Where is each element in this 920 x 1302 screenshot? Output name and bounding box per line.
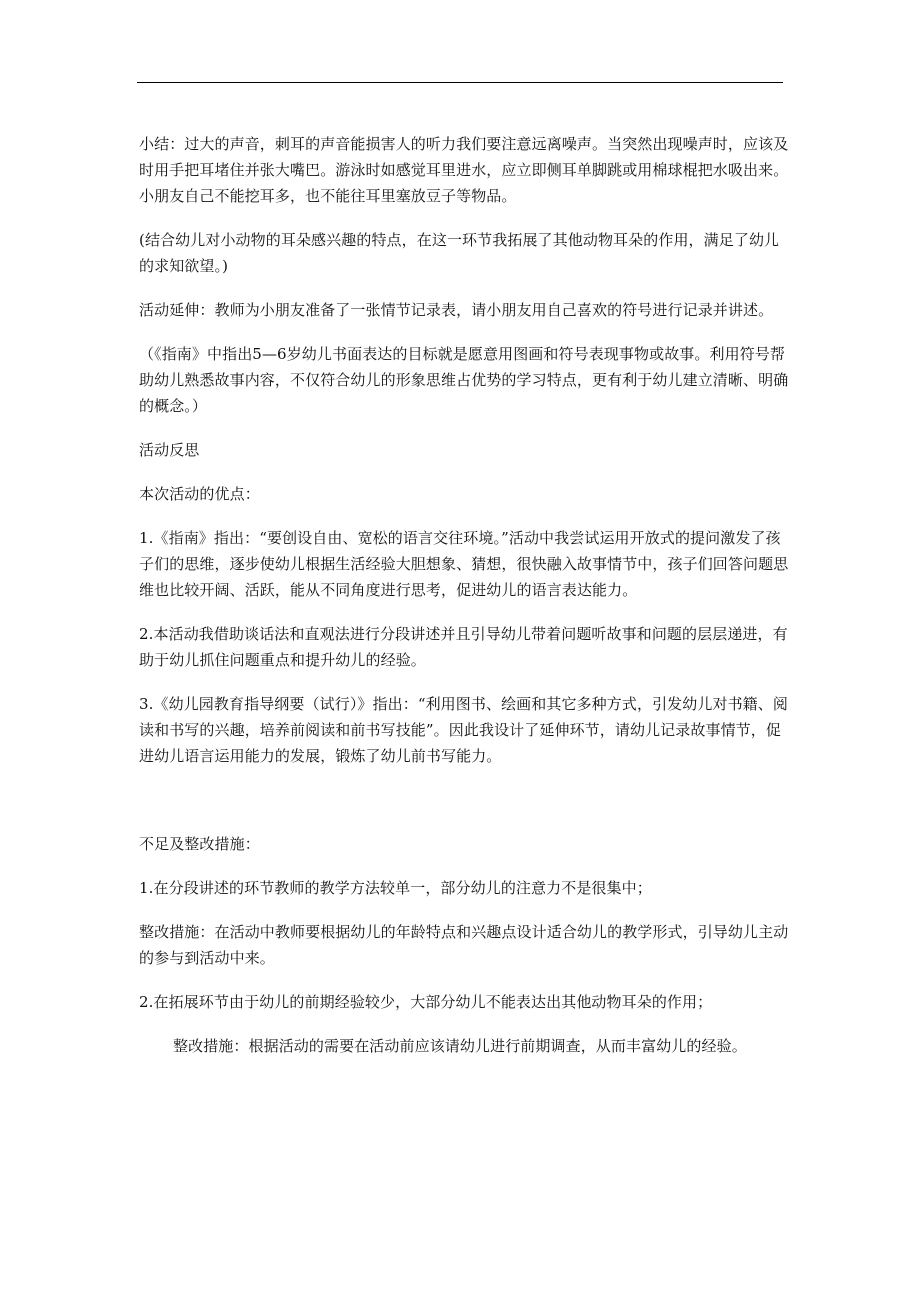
strengths-heading: 本次活动的优点： (139, 485, 260, 503)
document-body (139, 131, 789, 1059)
strength-item-2: 2.本活动我借助谈话法和直观法进行分段讲述并且引导幼儿带着问题听故事和问题的层层递进，有助于幼儿抓住问题重点和提升幼儿的经验。 (139, 625, 788, 669)
strength-item-3: 3.《幼儿园教育指导纲要（试行）》指出：“利用图书、绘画和其它多种方式，引发幼儿对书籍、阅读和书写的兴趣，培养前阅读和前书写技能”。因此我设计了延伸环节，请幼儿记录故事情节，促进幼儿语言运用能力的发展，锻炼了幼儿前书写能力。 (139, 695, 788, 765)
reflection-heading: 活动反思 (139, 441, 200, 459)
correction-measure-1: 整改措施：在活动中教师要根据幼儿的年龄特点和兴趣点设计适合幼儿的教学形式，引导幼儿主动的参与到活动中来。 (139, 923, 789, 967)
weakness-item-2: 2.在拓展环节由于幼儿的前期经验较少，大部分幼儿不能表达出其他动物耳朵的作用； (139, 993, 713, 1011)
correction-measure-2: 整改措施：根据活动的需要在活动前应该请幼儿进行前期调查，从而丰富幼儿的经验。 (173, 1037, 747, 1055)
strength-item-1: 1.《指南》指出：“要创设自由、宽松的语言交往环境。”活动中我尝试运用开放式的提问激发了孩子们的思维，逐步使幼儿根据生活经验大胆想象、猜想，很快融入故事情节中，孩子们回答问题思维也比较开阔、活跃，能从不同角度进行思考，促进幼儿的语言表达能力。 (139, 529, 789, 599)
weakness-item-1: 1.在分段讲述的环节教师的教学方法较单一，部分幼儿的注意力不是很集中； (139, 879, 652, 897)
activity-extension-paragraph: 活动延伸：教师为小朋友准备了一张情节记录表，请小朋友用自己喜欢的符号进行记录并讲述。 (139, 301, 774, 319)
guideline-note-paragraph: （《指南》中指出5—6岁幼儿书面表达的目标就是愿意用图画和符号表现事物或故事。利用符号帮助幼儿熟悉故事内容，不仅符合幼儿的形象思维占优势的学习特点，更有利于幼儿建立清晰、明确的概念。） (139, 345, 789, 415)
improvements-heading: 不足及整改措施： (139, 835, 260, 853)
design-note-paragraph: (结合幼儿对小动物的耳朵感兴趣的特点，在这一环节我拓展了其他动物耳朵的作用，满足了幼儿的求知欲望。) (139, 231, 780, 275)
header-rule (137, 82, 783, 83)
summary-paragraph: 小结：过大的声音，刺耳的声音能损害人的听力我们要注意远离噪声。当突然出现噪声时，应该及时用手把耳堵住并张大嘴巴。游泳时如感觉耳里进水，应立即侧耳单脚跳或用棉球棍把水吸出来。小朋友自己不能挖耳多，也不能往耳里塞放豆子等物品。 (139, 135, 789, 205)
